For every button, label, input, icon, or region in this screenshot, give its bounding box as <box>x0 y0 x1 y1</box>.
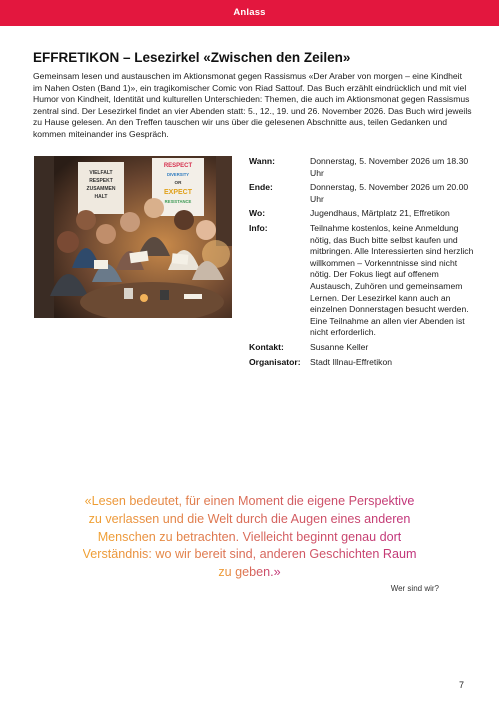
pull-quote <box>48 493 451 582</box>
poster-right-line: OR <box>174 180 182 185</box>
event-intro: Gemeinsam lesen und austauschen im Aktionsmonat gegen Rassismus «Der Araber von morgen – eine Kindheit im Nahen Osten (Band 1)», ein tragikomischer Comic von Riad Sattouf. Das Buch erzählt eindrücklich und mit viel Humor von Kindheit, Identität und kulturellen Unterschieden: Themen, die auch im Aktionsmonat gegen Rassismus zentral sind. Der Lesezirkel findet an vier Abenden statt: 5., 12., 19. und 26. November 2026. Das Buch wird jeweils zu Hause gelesen. An den Treffen tauschen wir uns über die gelesenen Abschnitte aus, teilen Gedanken und kommen miteinander ins Gespräch. <box>33 71 472 139</box>
detail-row-where <box>249 208 477 220</box>
detail-key: Wo: <box>249 208 266 219</box>
quote-line: zu verlassen und die Welt durch die Augen eines anderen <box>89 511 411 529</box>
quote-line: Menschen zu betrachten. Vielleicht beginnt genau dort <box>98 529 402 547</box>
event-photo <box>34 156 232 318</box>
poster-left-line: RESPEKT <box>89 178 113 184</box>
reading-group-illustration <box>34 156 232 318</box>
header-bar <box>0 0 499 26</box>
page-number: 7 <box>458 680 464 690</box>
event-title: EFFRETIKON – Lesezirkel «Zwischen den Zeilen» <box>33 50 351 65</box>
detail-key: Organisator: <box>249 356 301 367</box>
detail-key: Kontakt: <box>249 341 284 352</box>
detail-value: Stadt Illnau-Effretikon <box>310 356 393 367</box>
detail-row-organizer <box>249 357 477 369</box>
detail-row-info <box>249 223 477 339</box>
detail-value: Donnerstag, 5. November 2026 um 20.00 Uhr <box>310 182 469 204</box>
quote-line: Verständnis: wo wir bereit sind, anderen Geschichten Raum <box>83 546 417 564</box>
quote-line: zu geben.» <box>218 564 280 582</box>
detail-row-end <box>249 182 477 205</box>
poster-right-line: RESISTANCE <box>164 199 192 204</box>
detail-key: Info: <box>249 222 268 233</box>
poster-right-line: DIVERSITY <box>166 172 190 177</box>
poster-left-line: VIELFALT <box>89 170 113 176</box>
detail-key: Wann: <box>249 156 275 166</box>
detail-row-when <box>249 156 477 179</box>
poster-left-line: ZUSAMMEN <box>86 186 116 192</box>
detail-value: Teilnahme kostenlos, keine Anmeldung nötig, das Buch bitte selbst kaufen und mitbringen. Alle Interessierten sind herzlich willkommen – Vorkenntnisse sind nicht nötig. Der Fokus liegt auf offenem Austausch, Zuhören und gemeinsamem Lernen. Der Lesezirkel kann auch an einzelnen Donnerstagen besucht werden. Eine Teilnahme an allen vier Abenden ist nicht erforderlich. <box>310 222 474 338</box>
poster-right-line: EXPECT <box>163 189 193 196</box>
section-label: Anlass <box>233 7 266 18</box>
poster-left-line: HALT <box>94 194 108 200</box>
detail-key: Ende: <box>249 182 273 193</box>
detail-value: Jugendhaus, Märtplatz 21, Effretikon <box>310 208 450 219</box>
detail-row-contact <box>249 342 477 354</box>
poster-right-line: RESPECT <box>163 163 193 169</box>
quote-line: «Lesen bedeutet, für einen Moment die eigene Perspektive <box>85 493 415 511</box>
detail-value: Donnerstag, 5. November 2026 um 18.30 Uhr <box>310 156 469 178</box>
event-details <box>249 156 477 371</box>
detail-value: Susanne Keller <box>310 341 369 352</box>
about-us-link[interactable]: Wer sind wir? <box>390 584 439 593</box>
